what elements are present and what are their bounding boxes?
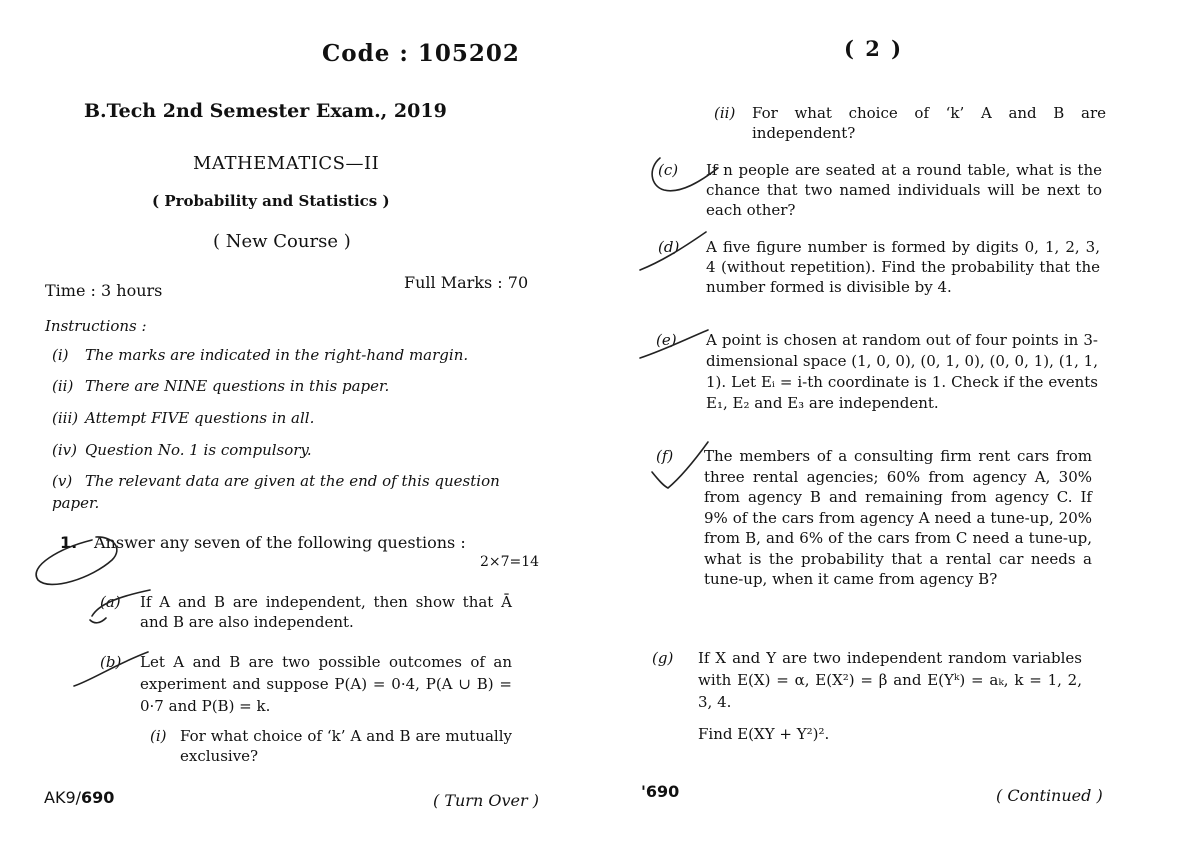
question-part bbox=[656, 330, 1098, 414]
instruction-item bbox=[52, 377, 389, 395]
time-allowed: Time : 3 hours bbox=[45, 281, 163, 300]
continued-label: ( Continued ) bbox=[996, 786, 1103, 805]
instruction-item bbox=[52, 441, 312, 459]
footer-code bbox=[44, 788, 114, 807]
instruction-text: The marks are indicated in the right-hand margin. bbox=[85, 346, 469, 364]
part-text: A point is chosen at random out of four points in 3-dimensional space (1, 0, 0), (0, 1, 0), (0, 0, 1), (1, 1, 1). Let Eᵢ = i-th coordinate is 1. Check if the events E₁, E₂ and E₃ are independent. bbox=[706, 331, 1098, 412]
question-1 bbox=[60, 533, 466, 552]
part-label: (b) bbox=[100, 653, 122, 671]
turn-over-label: ( Turn Over ) bbox=[433, 791, 539, 810]
part-text: If n people are seated at a round table, what is the chance that two named individuals will be next to each other? bbox=[706, 161, 1102, 219]
part-label: (e) bbox=[656, 331, 677, 349]
instruction-text: Attempt FIVE questions in all. bbox=[85, 409, 315, 427]
subject-title: MATHEMATICS—II bbox=[193, 153, 380, 174]
question-part bbox=[100, 592, 512, 632]
part-text: For what choice of ‘k’ A and B are mutually exclusive? bbox=[180, 727, 512, 765]
question-text: Answer any seven of the following questions : bbox=[94, 533, 466, 552]
question-part bbox=[658, 237, 1100, 297]
course-label: ( New Course ) bbox=[213, 231, 351, 252]
instructions-heading: Instructions : bbox=[45, 317, 147, 335]
question-subpart bbox=[150, 726, 512, 766]
question-part bbox=[658, 160, 1102, 220]
part-text: Find E(XY + Y²)². bbox=[698, 725, 830, 743]
question-part bbox=[652, 647, 1082, 713]
footer-code-right: '690 bbox=[641, 782, 680, 801]
part-label: (g) bbox=[652, 649, 674, 667]
part-label: (d) bbox=[658, 238, 680, 256]
question-1-marks: 2×7=14 bbox=[480, 554, 540, 570]
instruction-item bbox=[52, 346, 468, 364]
instruction-number: (iii) bbox=[52, 409, 79, 427]
instruction-text: There are NINE questions in this paper. bbox=[85, 377, 390, 395]
instruction-number: (iv) bbox=[52, 441, 77, 459]
instruction-text: Question No. 1 is compulsory. bbox=[85, 441, 312, 459]
part-text: If X and Y are two independent random variables with E(X) = α, E(X²) = β and E(Yᵏ) = aₖ, k = 1, 2, 3, 4. bbox=[698, 649, 1082, 711]
exam-title: B.Tech 2nd Semester Exam., 2019 bbox=[84, 100, 447, 122]
part-label: (c) bbox=[658, 161, 679, 179]
footer-code-prefix: AK9/ bbox=[44, 788, 82, 807]
page-number: ( 2 ) bbox=[844, 36, 904, 61]
instruction-number: (ii) bbox=[52, 377, 74, 395]
part-label: (ii) bbox=[714, 104, 736, 122]
question-number: 1. bbox=[60, 533, 78, 552]
question-part bbox=[100, 651, 512, 717]
question-part bbox=[656, 446, 1092, 590]
part-label: (f) bbox=[656, 447, 674, 465]
instruction-item bbox=[52, 470, 522, 514]
part-text: The members of a consulting firm rent cars from three rental agencies; 60% from agency A, 30% from agency B and remaining from agency C. If 9% of the cars from agency A need a tune-up, 20% from B, and 6% of the cars from C need a tune-up, what is the probability that a rental car needs a tune-up, when it came from agency B? bbox=[704, 447, 1092, 588]
part-text: For what choice of ‘k’ A and B are independent? bbox=[752, 104, 1106, 142]
full-marks: Full Marks : 70 bbox=[404, 273, 529, 292]
part-text: Let A and B are two possible outcomes of an experiment and suppose P(A) = 0·4, P(A ∪ B) = 0·7 and P(B) = k. bbox=[140, 653, 512, 715]
pen-tick-a2 bbox=[90, 618, 106, 623]
part-label: (i) bbox=[150, 727, 167, 745]
question-subpart bbox=[714, 103, 1106, 143]
footer-code-number: 690 bbox=[81, 788, 115, 807]
exam-code: Code : 105202 bbox=[322, 40, 520, 67]
instruction-number: (v) bbox=[52, 472, 73, 490]
part-text: If A and B are independent, then show that Ā and B are also independent. bbox=[140, 593, 512, 631]
part-label: (a) bbox=[100, 593, 121, 611]
part-text: A five figure number is formed by digits 0, 1, 2, 3, 4 (without repetition). Find the probability that the number formed is divisible by 4. bbox=[706, 238, 1100, 296]
subject-subtitle: ( Probability and Statistics ) bbox=[152, 192, 390, 210]
question-part-continued bbox=[698, 724, 829, 744]
instruction-item bbox=[52, 409, 314, 427]
instruction-text: The relevant data are given at the end of this question paper. bbox=[52, 472, 500, 512]
instruction-number: (i) bbox=[52, 346, 69, 364]
